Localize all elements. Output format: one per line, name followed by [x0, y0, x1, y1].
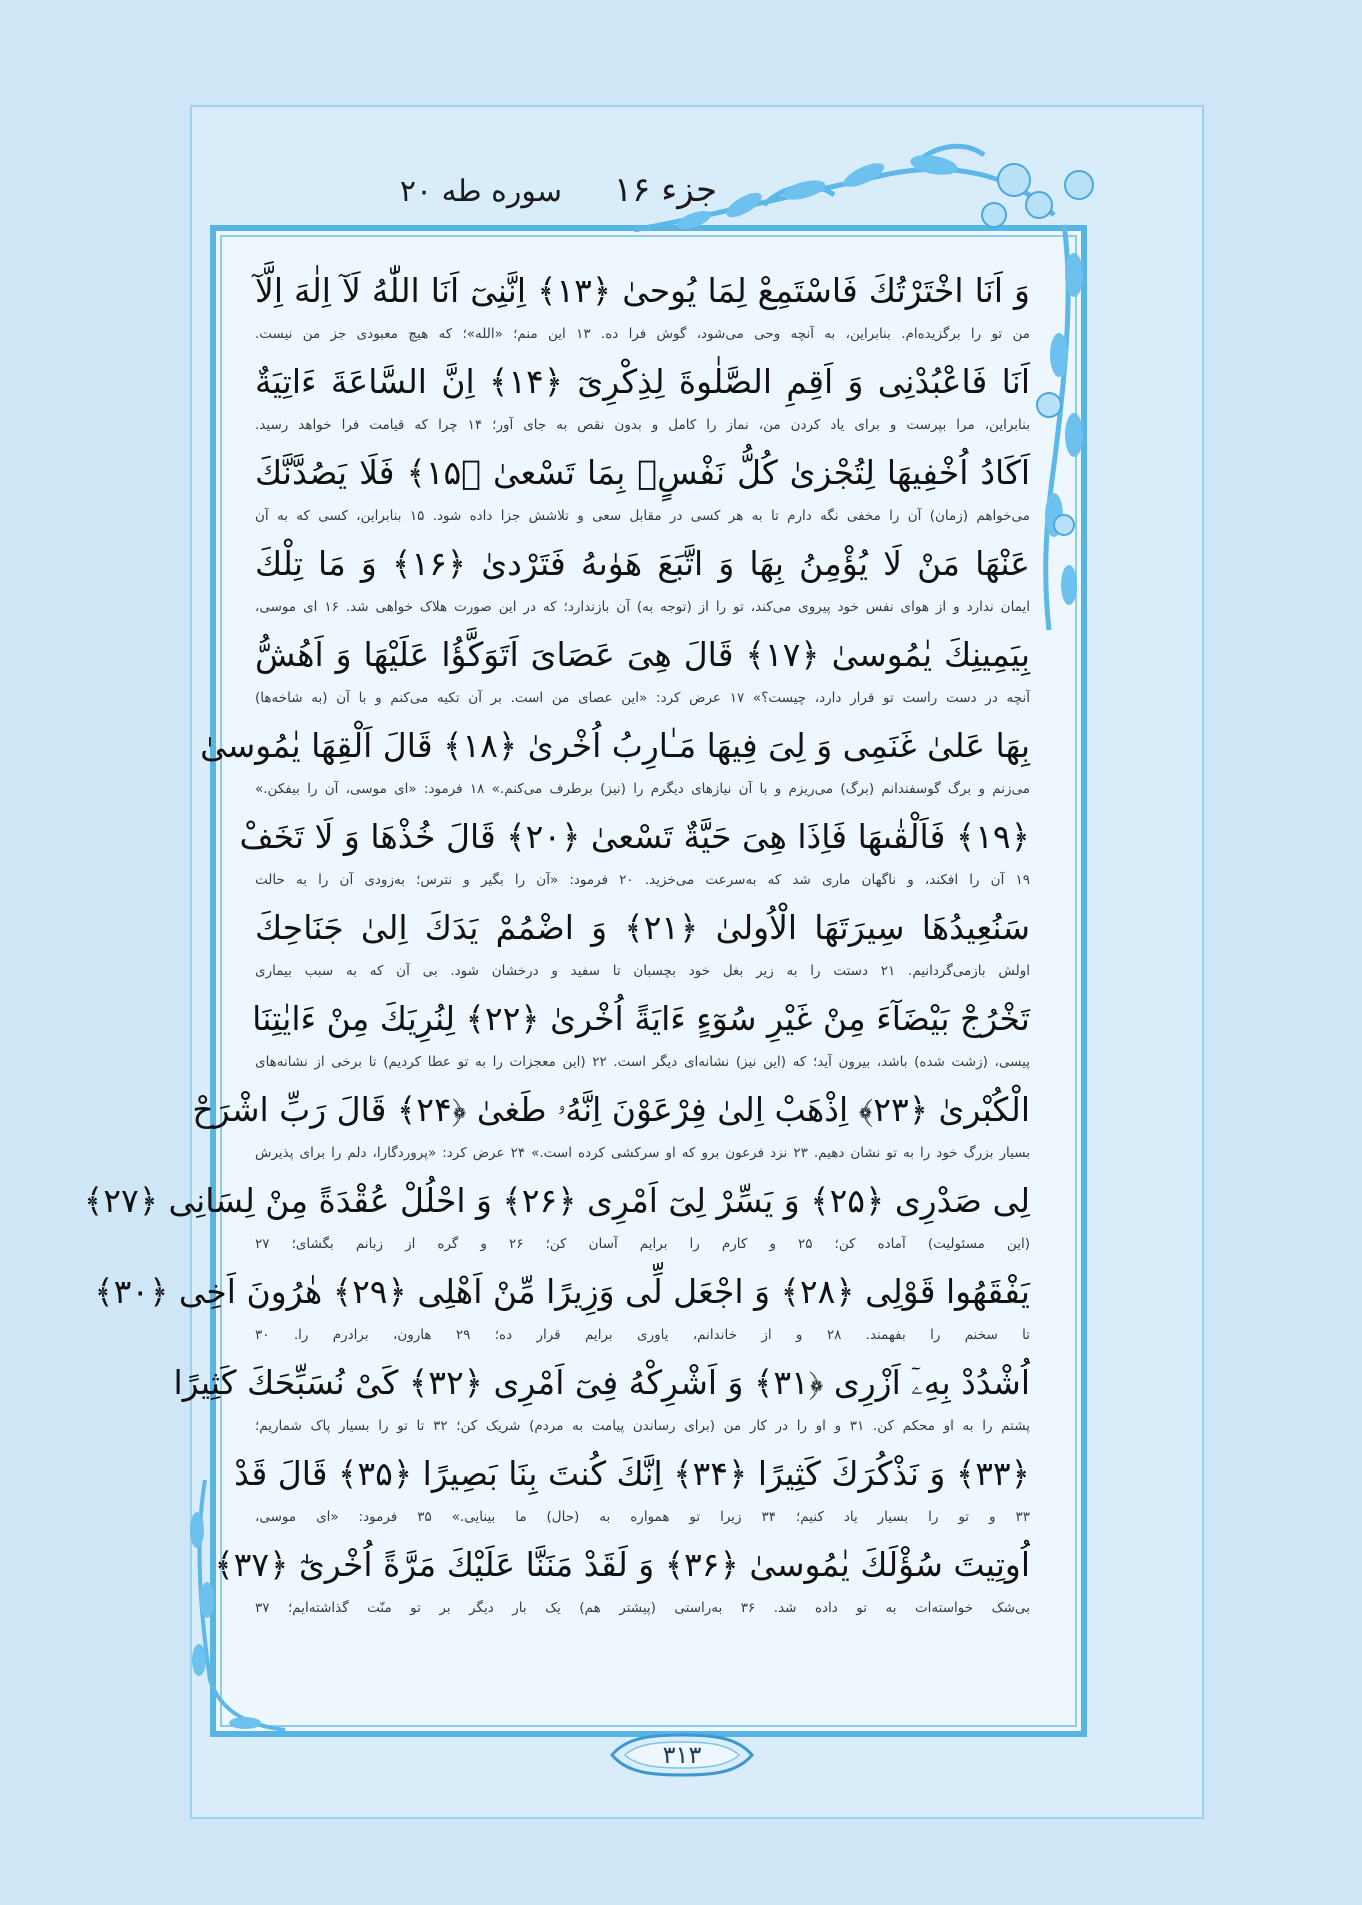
verse-line	[255, 629, 1030, 720]
verse-line	[255, 447, 1030, 538]
verse-line	[234, 1448, 1031, 1539]
translation-text: ۳۳ و تو را بسیار یاد کنیم؛ ۳۴ زیرا تو همواره به (حال) ما بینایی.» ۳۵ فرمود: «ای موسی،	[255, 1509, 1031, 1525]
arabic-text: اُشْدُدْ بِهِۦٓ اَزْرِى ﴿۳۱﴾ وَ اَشْرِكْهُ فِىٓ اَمْرِى ﴿۳۲﴾ كَىْ نُسَبِّحَكَ كَثِيرًا	[173, 1363, 1030, 1402]
translation-text: اولش بازمی‌گردانیم. ۲۱ دستت را به زیر بغل خود بچسبان تا سفید و درخشان شود. بی آن که به سبب بیماری	[255, 963, 1030, 979]
translation-text: پشتم را به او محکم کن. ۳۱ و او را در کار من (برای رساندن پیامت به مردم) شریک کن؛ ۳۲ تا تو را بسیار پاک شماریم؛	[255, 1418, 1030, 1434]
verse-line	[255, 356, 1030, 447]
arabic-text: يَفْقَهُوا قَوْلِى ﴿۲۸﴾ وَ اجْعَل لِّى وَزِيرًا مِّنْ اَهْلِى ﴿۲۹﴾ هٰرُونَ اَخِى ﴿۳۰﴾	[94, 1272, 1030, 1311]
translation-text: بنابراین، مرا بپرست و برای یاد کردن من، نماز را کامل و بدون نقص به جای آور؛ ۱۴ چرا که قیامت فرا خواهد رسید.	[255, 417, 1030, 433]
arabic-text: ﴿۱۹﴾ فَاَلْقٰىهَا فَاِذَا هِىَ حَيَّةٌ تَسْعىٰ ﴿۲۰﴾ قَالَ خُذْهَا وَ لَا تَخَفْ	[239, 817, 1030, 856]
verse-line	[255, 265, 1030, 356]
translation-text: من تو را برگزیده‌ام. بنابراین، به آنچه وحی می‌شود، گوش فرا ده. ۱۳ این منم؛ «الله»؛ که هیچ معبودی جز من نیست.	[255, 326, 1030, 342]
verse-line	[94, 1266, 1030, 1357]
translation-text: آنچه در دست راست تو قرار دارد، چیست؟» ۱۷ عرض کرد: «این عصای من است. بر آن تکیه می‌کنم و با آن (به شاخه‌ها)	[255, 690, 1031, 706]
juz-label: جزء ۱۶	[613, 170, 717, 210]
verse-line	[214, 1539, 1030, 1630]
arabic-text: اُوتِيتَ سُؤْلَكَ يٰمُوسىٰ ﴿۳۶﴾ وَ لَقَدْ مَنَنَّا عَلَيْكَ مَرَّةً اُخْرىٰٓ ﴿۳۷﴾	[214, 1545, 1030, 1584]
arabic-text: الْكُبْرىٰ ﴿۲۳﴾ اِذْهَبْ اِلىٰ فِرْعَوْنَ اِنَّهُۥ طَغىٰ ﴿۲۴﴾ قَالَ رَبِّ اشْرَحْ	[192, 1090, 1030, 1129]
surah-label: سوره طه ۲۰	[399, 174, 562, 209]
verse-line	[255, 902, 1030, 993]
page-number-badge	[607, 1732, 757, 1778]
verse-line	[200, 720, 1030, 811]
arabic-text: بِيَمِينِكَ يٰمُوسىٰ ﴿۱۷﴾ قَالَ هِىَ عَصَاىَ اَتَوَكَّؤُا عَلَيْهَا وَ اَهُشُّ	[255, 635, 1031, 674]
verse-line	[255, 538, 1030, 629]
quran-page-content	[83, 265, 1031, 1695]
arabic-text: بِهَا عَلىٰ غَنَمِى وَ لِىَ فِيهَا مَـٰارِبُ اُخْرىٰ ﴿۱۸﴾ قَالَ اَلْقِهَا يٰمُوسىٰ	[200, 726, 1030, 765]
translation-text: می‌زنم و برگ گوسفندانم (برگ) می‌ریزم و با آن نیازهای دیگرم را (نیز) برطرف می‌کنم.» ۱۸ فرمود: «ای موسی، آن را بیفکن.»	[255, 781, 1030, 797]
translation-text: پیسی، (زشت شده) باشد، بیرون آید؛ که (این نیز) نشانه‌ای دیگر است. ۲۲ (این معجزات را به تو عطا کردیم) تا برخی از نشانه‌های	[255, 1054, 1030, 1070]
translation-text: می‌خواهم (زمان) آن را مخفی نگه دارم تا به هر کسی در مقابل سعی و تلاشش جزا داده شود. ۱۵ بنابراین، کسی که به آن	[255, 508, 1030, 524]
translation-text: ۱۹ آن را افکند، و ناگهان ماری شد که به‌سرعت می‌خزید. ۲۰ فرمود: «آن را بگیر و نترس؛ به‌زودی آن را به حالت	[255, 872, 1030, 888]
arabic-text: لِى صَدْرِى ﴿۲۵﴾ وَ يَسِّرْ لِىٓ اَمْرِى ﴿۲۶﴾ وَ احْلُلْ عُقْدَةً مِنْ لِسَانِى ﴿۲۷﴾	[83, 1181, 1030, 1220]
arabic-text: تَخْرُجْ بَيْضَآءَ مِنْ غَيْرِ سُوٓءٍ ءَايَةً اُخْرىٰ ﴿۲۲﴾ لِنُرِيَكَ مِنْ ءَايٰتِنَا	[252, 999, 1030, 1038]
arabic-text: ﴿۳۳﴾ وَ نَذْكُرَكَ كَثِيرًا ﴿۳۴﴾ اِنَّكَ كُنتَ بِنَا بَصِيرًا ﴿۳۵﴾ قَالَ قَدْ	[234, 1454, 1030, 1493]
verse-line	[239, 811, 1030, 902]
translation-text: تا سخنم را بفهمند. ۲۸ و از خاندانم، یاوری برایم قرار ده؛ ۲۹ هارون، برادرم را. ۳۰	[255, 1327, 1030, 1343]
arabic-text: سَنُعِيدُهَا سِيرَتَهَا الْاُولىٰ ﴿۲۱﴾ وَ اضْمُمْ يَدَكَ اِلىٰ جَنَاحِكَ	[255, 908, 1030, 947]
arabic-text: عَنْهَا مَنْ لَا يُؤْمِنُ بِهَا وَ اتَّبَعَ هَوٰىهُ فَتَرْدىٰ ﴿۱۶﴾ وَ مَا تِلْكَ	[255, 544, 1030, 583]
arabic-text: وَ اَنَا اخْتَرْتُكَ فَاسْتَمِعْ لِمَا يُوحىٰ ﴿۱۳﴾ اِنَّنِىٓ اَنَا اللّٰهُ لَآ اِلٰهَ اِلَّآ	[255, 271, 1030, 310]
arabic-text: اَكَادُ اُخْفِيهَا لِتُجْزىٰ كُلُّ نَفْسٍۭ بِمَا تَسْعىٰ ﴿۱۵﴾ فَلَا يَصُدَّنَّكَ	[255, 453, 1030, 492]
page-number: ۳۱۳	[662, 1741, 702, 1769]
translation-text: ایمان ندارد و از هوای نفس خود پیروی می‌کند، تو را از (توجه به) آن بازندارد؛ که در این صورت هلاک خواهی شد. ۱۶ ای موسی،	[255, 599, 1031, 615]
arabic-text: اَنَا فَاعْبُدْنِى وَ اَقِمِ الصَّلٰوةَ لِذِكْرِىٓ ﴿۱۴﴾ اِنَّ السَّاعَةَ ءَاتِيَةٌ	[255, 362, 1031, 401]
verse-line	[83, 1175, 1030, 1266]
verse-line	[192, 1084, 1031, 1175]
translation-text: بی‌شک خواسته‌ات به تو داده شد. ۳۶ به‌راستی (پیشتر هم) یک بار دیگر بر تو منّت گذاشته‌ایم؛ ۳۷	[255, 1600, 1030, 1616]
translation-text: (این مسئولیت) آماده کن؛ ۲۵ و کارم را برایم آسان کن؛ ۲۶ و گره از زبانم بگشای؛ ۲۷	[255, 1236, 1030, 1252]
verse-line	[252, 993, 1030, 1084]
translation-text: بسیار بزرگ خود را به تو نشان دهیم. ۲۳ نزد فرعون برو که او سرکشی کرده است.» ۲۴ عرض کرد: «پروردگارا، دلم را برای پذیرش	[255, 1145, 1031, 1161]
verse-line	[173, 1357, 1030, 1448]
